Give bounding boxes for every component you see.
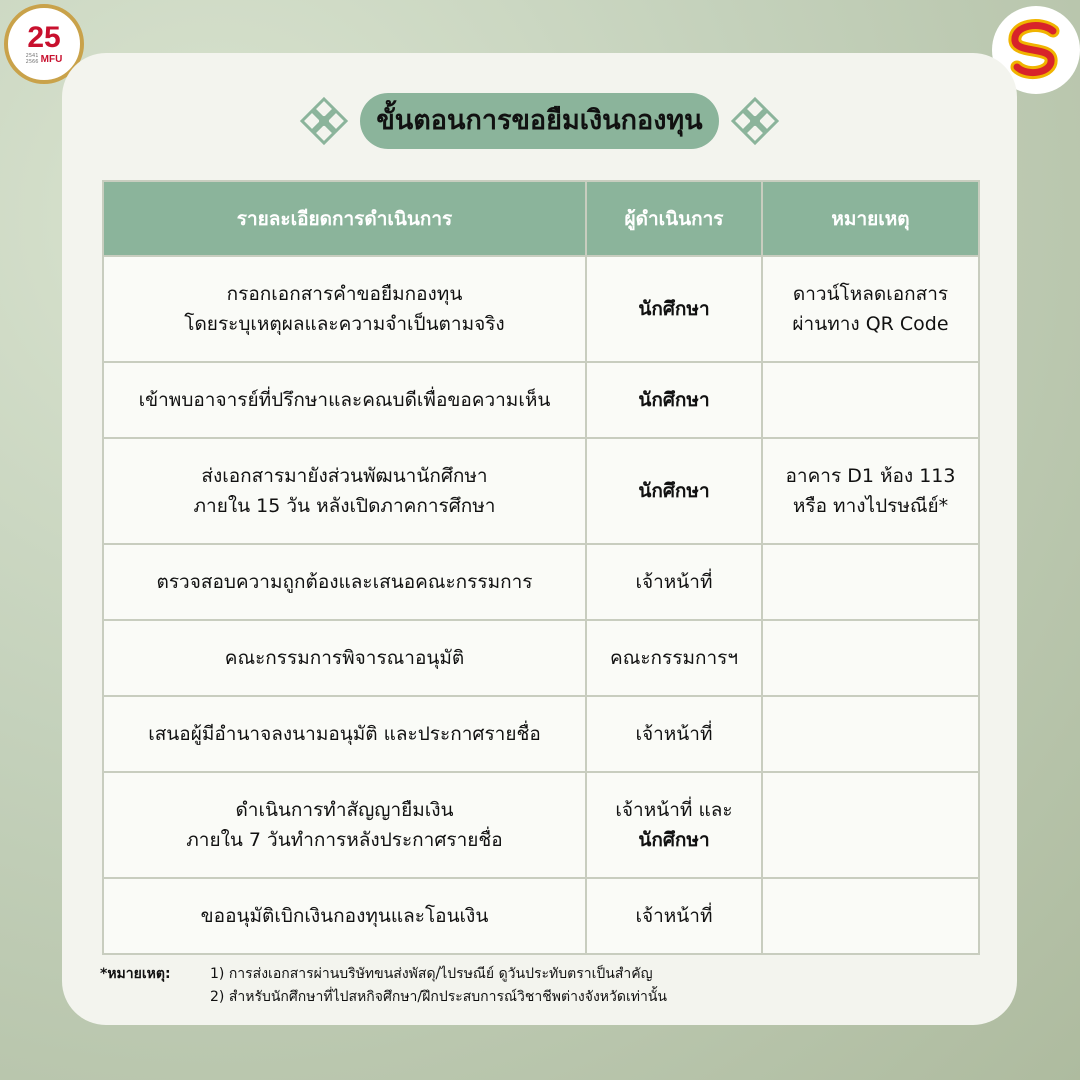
step-actor <box>586 772 762 878</box>
step-note <box>762 438 979 544</box>
step-note-line: อาคาร D1 ห้อง 113 <box>785 465 956 487</box>
step-actor <box>586 878 762 954</box>
step-note-line: หรือ ทางไปรษณีย์* <box>792 495 949 517</box>
step-detail <box>103 878 586 954</box>
step-detail-line: ภายใน 7 วันทำการหลังประกาศรายชื่อ <box>186 829 503 851</box>
step-detail <box>103 544 586 620</box>
logo-number: 25 <box>27 21 61 54</box>
step-actor <box>586 362 762 438</box>
step-actor-line: เจ้าหน้าที่ <box>635 571 713 593</box>
step-detail-line: เข้าพบอาจารย์ที่ปรึกษาและคณบดีเพื่อขอความเห็น <box>138 389 551 411</box>
step-note <box>762 772 979 878</box>
table-row <box>103 438 979 544</box>
step-actor-line: เจ้าหน้าที่ และ <box>615 799 733 821</box>
table-row <box>103 878 979 954</box>
footnote-label: *หมายเหตุ: <box>100 966 171 982</box>
step-detail <box>103 772 586 878</box>
step-note-line: ดาวน์โหลดเอกสาร <box>792 283 949 305</box>
steps-table <box>102 180 980 955</box>
step-detail-line: โดยระบุเหตุผลและความจำเป็นตามจริง <box>184 313 505 335</box>
step-detail-line: ส่งเอกสารมายังส่วนพัฒนานักศึกษา <box>201 465 488 487</box>
table-row <box>103 544 979 620</box>
page-title: ขั้นตอนการขอยืมเงินกองทุน <box>360 93 718 149</box>
step-note <box>762 362 979 438</box>
step-actor <box>586 696 762 772</box>
header-detail: รายละเอียดการดำเนินการ <box>103 181 586 256</box>
step-actor-line: เจ้าหน้าที่ <box>635 905 713 927</box>
table-row <box>103 772 979 878</box>
step-detail-line: คณะกรรมการพิจารณาอนุมัติ <box>224 647 465 669</box>
step-note <box>762 620 979 696</box>
footnote <box>100 963 667 1009</box>
header-note: หมายเหตุ <box>762 181 979 256</box>
step-detail-line: ขออนุมัติเบิกเงินกองทุนและโอนเงิน <box>200 905 489 927</box>
logo-years: 2541 2566 <box>25 53 39 65</box>
thai-ornament-icon <box>298 95 350 147</box>
step-actor <box>586 438 762 544</box>
content-card <box>62 53 1017 1025</box>
step-detail <box>103 362 586 438</box>
step-actor-line: เจ้าหน้าที่ <box>635 723 713 745</box>
step-actor-line: นักศึกษา <box>638 480 710 502</box>
header-actor: ผู้ดำเนินการ <box>586 181 762 256</box>
step-actor-line: นักศึกษา <box>638 389 710 411</box>
step-note <box>762 256 979 362</box>
step-detail-line: กรอกเอกสารคำขอยืมกองทุน <box>226 283 463 305</box>
step-note <box>762 696 979 772</box>
step-detail-line: ภายใน 15 วัน หลังเปิดภาคการศึกษา <box>193 495 496 517</box>
step-detail <box>103 438 586 544</box>
step-note-line: ผ่านทาง QR Code <box>792 313 949 335</box>
step-actor-line: คณะกรรมการฯ <box>609 647 739 669</box>
thai-ornament-icon <box>729 95 781 147</box>
title-row <box>62 91 1017 151</box>
table-row <box>103 362 979 438</box>
step-actor <box>586 620 762 696</box>
step-detail <box>103 696 586 772</box>
table-row <box>103 256 979 362</box>
footnote-item: 2) สำหรับนักศึกษาที่ไปสหกิจศึกษา/ฝึกประสบการณ์วิชาชีพต่างจังหวัดเท่านั้น <box>210 989 668 1005</box>
step-detail-line: ดำเนินการทำสัญญายืมเงิน <box>235 799 454 821</box>
step-note <box>762 878 979 954</box>
step-detail <box>103 620 586 696</box>
logo-abbr: MFU <box>40 53 63 65</box>
table-header-row <box>103 181 979 256</box>
footnote-item: 1) การส่งเอกสารผ่านบริษัทขนส่งพัสดุ/ไปรษณีย์ ดูวันประทับตราเป็นสำคัญ <box>210 966 653 982</box>
step-actor-line: นักศึกษา <box>638 829 710 851</box>
table-row <box>103 620 979 696</box>
step-detail-line: เสนอผู้มีอำนาจลงนามอนุมัติ และประกาศรายชื่อ <box>148 723 541 745</box>
step-detail <box>103 256 586 362</box>
step-actor-line: นักศึกษา <box>638 298 710 320</box>
step-detail-line: ตรวจสอบความถูกต้องและเสนอคณะกรรมการ <box>156 571 533 593</box>
step-actor <box>586 256 762 362</box>
table-row <box>103 696 979 772</box>
step-note <box>762 544 979 620</box>
step-actor <box>586 544 762 620</box>
